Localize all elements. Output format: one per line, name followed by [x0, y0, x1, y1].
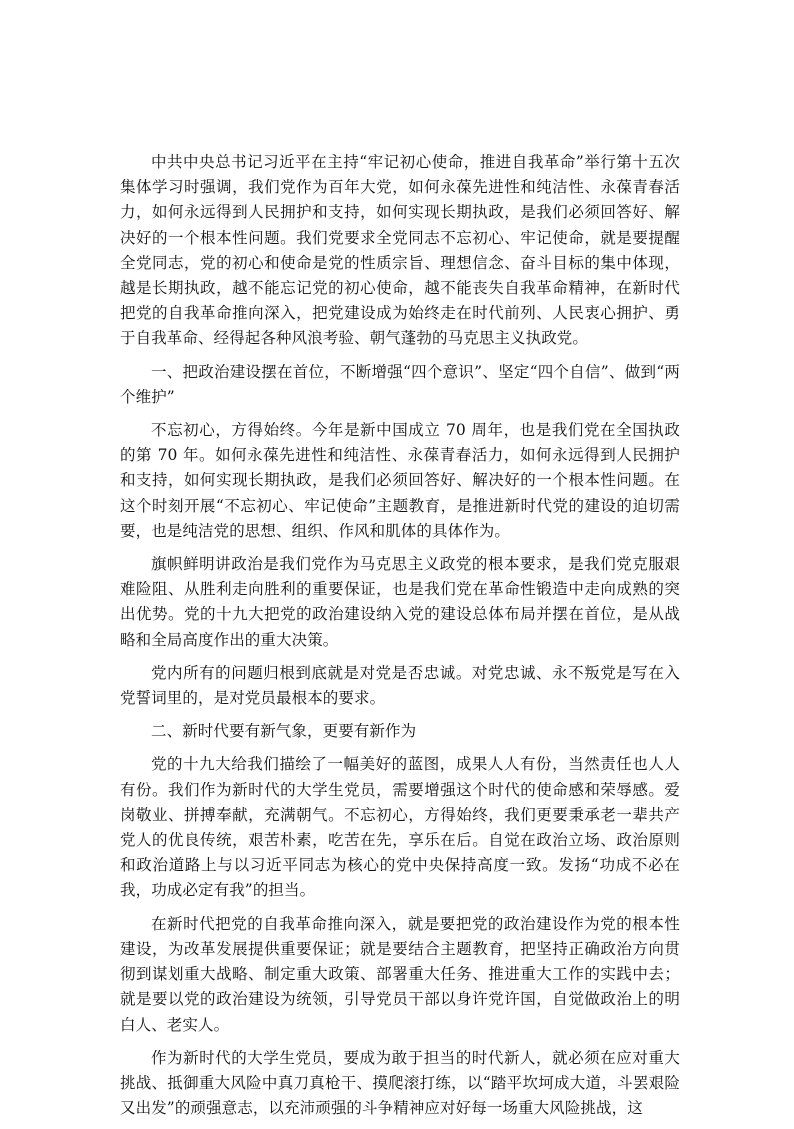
paragraph-5: 在新时代把党的自我革命推向深入，就是要把党的政治建设作为党的根本性建设，为改革发展提供重要保证；就是要结合主题教育，把坚持正确政治方向贯彻到谋划重大战略、制定重大政策、部署重大任务、推进重大工作的实践中去；就是要以党的政治建设为统领，引导党员干部以身许党许国，自觉做政治上的明白人、老实人。	[120, 914, 680, 1034]
paragraph-3: 党内所有的问题归根到底就是对党是否忠诚。对党忠诚、永不叛党是写在入党誓词里的，是对党员最根本的要求。	[120, 663, 680, 708]
paragraph-6: 作为新时代的大学生党员，要成为敢于担当的时代新人，就必须在应对重大挑战、抵御重大风险中真刀真枪干、摸爬滚打练，以“踏平坎坷成大道，斗罢艰险又出发”的顽强意志，以充沛顽强的斗争精神应对好每一场重大风险挑战，这	[120, 1048, 680, 1118]
section-heading-2: 二、新时代要有新气象，更要有新作为	[151, 722, 417, 741]
document-body	[120, 150, 680, 1129]
paragraph-1: 不忘初心，方得始终。今年是新中国成立 70 周年，也是我们党在全国执政的第 70 年。如何永葆先进性和纯洁性、永葆青春活力，如何永远得到人民拥护和支持，如何实现长期执政，是我们必须回答好、解决好的一个根本性问题。在这个时刻开展“不忘初心、牢记使命”主题教育，是推进新时代党的建设的迫切需要，也是纯洁党的思想、组织、作风和肌体的具体作为。	[120, 421, 680, 540]
intro-paragraph: 中共中央总书记习近平在主持“牢记初心使命，推进自我革命”举行第十五次集体学习时强调，我们党作为百年大党，如何永葆先进性和纯洁性、永葆青春活力，如何永远得到人民拥护和支持，如何实现长期执政，是我们必须回答好、解决好的一个根本性问题。我们党要求全党同志不忘初心、牢记使命，就是要提醒全党同志，党的初心和使命是党的性质宗旨、理想信念、奋斗目标的集中体现，越是长期执政，越不能忘记党的初心使命，越不能丧失自我革命精神，在新时代把党的自我革命推向深入，把党建设成为始终走在时代前列、人民衷心拥护、勇于自我革命、经得起各种风浪考验、朝气蓬勃的马克思主义执政党。	[120, 153, 680, 348]
paragraph-2: 旗帜鲜明讲政治是我们党作为马克思主义政党的根本要求，是我们党克服艰难险阻、从胜利走向胜利的重要保证，也是我们党在革命性锻造中走向成熟的突出优势。党的十九大把党的政治建设纳入党的建设总体布局并摆在首位，是从战略和全局高度作出的重大决策。	[120, 555, 680, 649]
paragraph-4: 党的十九大给我们描绘了一幅美好的蓝图，成果人人有份，当然责任也人人有份。我们作为新时代的大学生党员，需要增强这个时代的使命感和荣辱感。爱岗敬业、拼搏奉献，充满朝气。不忘初心，方得始终，我们更要秉承老一辈共产党人的优良传统，艰苦朴素，吃苦在先，享乐在后。自觉在政治立场、政治原则和政治道路上与以习近平同志为核心的党中央保持高度一致。发扬“功成不必在我，功成必定有我”的担当。	[120, 755, 680, 900]
section-heading-1: 一、把政治建设摆在首位，不断增强“四个意识”、坚定“四个自信”、做到“两个维护”	[120, 362, 680, 406]
